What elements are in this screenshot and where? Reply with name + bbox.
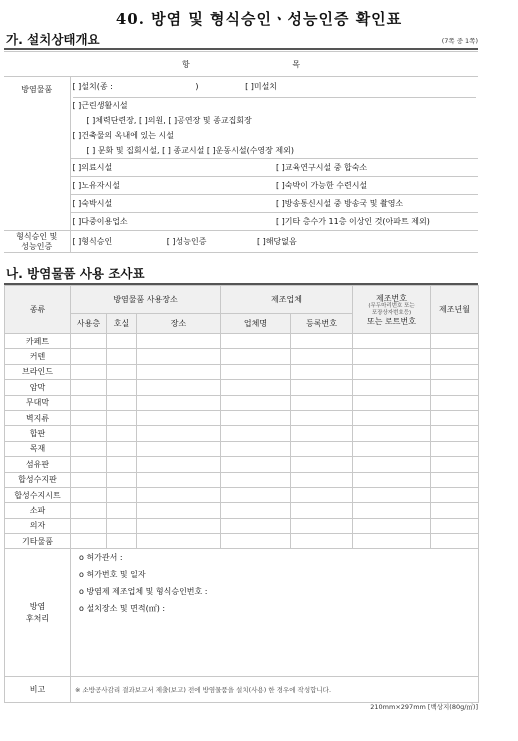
table-cell[interactable]	[291, 334, 353, 349]
table-cell[interactable]	[431, 364, 479, 379]
after-line: o 허가관서 :	[79, 553, 123, 563]
flame-line[interactable]: [ ]근린생활시설	[72, 101, 128, 110]
flame-pair-right[interactable]: [ ]교육연구시설 중 합숙소	[274, 159, 478, 177]
table-cell[interactable]	[353, 503, 431, 518]
flame-lines	[73, 98, 477, 158]
table-cell[interactable]	[107, 518, 137, 533]
table-row	[5, 349, 479, 364]
section-b-title: 나. 방염물품 사용 조사표	[6, 266, 145, 281]
table-cell[interactable]	[137, 472, 221, 487]
table-cell[interactable]	[107, 472, 137, 487]
flame-line[interactable]: [ ]건축물의 옥내에 있는 시설	[72, 131, 174, 140]
after-line: o 설치장소 및 면적(㎡) :	[79, 604, 166, 614]
table-cell[interactable]	[291, 534, 353, 549]
table-cell[interactable]	[107, 487, 137, 502]
flame-pair-right[interactable]: [ ]기타 층수가 11층 이상인 것(아파트 제외)	[274, 213, 478, 231]
after-line: o 방염제 제조업체 및 형식승인번호 :	[79, 587, 208, 597]
table-row	[5, 426, 479, 441]
table-cell[interactable]	[137, 457, 221, 472]
table-cell[interactable]	[431, 395, 479, 410]
section-a-rule	[4, 48, 478, 50]
remark-label: 비고	[5, 677, 71, 703]
flame-pair-left[interactable]: [ ]노유자시설	[70, 177, 274, 195]
paper-size-footer: 210mm×297mm [백상지(80g/㎡)]	[370, 703, 478, 711]
row-kind: 커텐	[5, 349, 71, 364]
table-cell[interactable]	[107, 349, 137, 364]
row-kind: 벽지류	[5, 410, 71, 425]
table-cell[interactable]	[107, 441, 137, 456]
table-cell[interactable]	[431, 334, 479, 349]
table-cell[interactable]	[107, 410, 137, 425]
table-row	[5, 457, 479, 472]
row-kind: 합성수지시트	[5, 487, 71, 502]
table-cell[interactable]	[431, 441, 479, 456]
table-cell[interactable]	[291, 457, 353, 472]
table-row	[5, 334, 479, 349]
table-cell[interactable]	[107, 395, 137, 410]
col-room: 호실	[107, 314, 137, 334]
after-treatment-content[interactable]	[71, 549, 479, 677]
table-cell[interactable]	[221, 472, 291, 487]
row-kind: 합판	[5, 426, 71, 441]
table-cell[interactable]	[71, 534, 107, 549]
table-cell[interactable]	[107, 503, 137, 518]
table-cell[interactable]	[221, 518, 291, 533]
table-cell[interactable]	[71, 395, 107, 410]
table-cell[interactable]	[71, 487, 107, 502]
table-cell[interactable]	[291, 426, 353, 441]
table-cell[interactable]	[353, 534, 431, 549]
table-row	[5, 503, 479, 518]
installed-checkbox[interactable]: [ ]설치(종 :	[72, 82, 113, 91]
type-approval-checkbox[interactable]: [ ]형식승인	[72, 237, 113, 246]
row-kind: 암막	[5, 380, 71, 395]
row-kind: 기타물품	[5, 534, 71, 549]
table-row	[5, 534, 479, 549]
table-cell[interactable]	[137, 426, 221, 441]
row-kind: 합성수지판	[5, 472, 71, 487]
table-cell[interactable]	[291, 518, 353, 533]
table-cell[interactable]	[221, 395, 291, 410]
flame-usage-table	[4, 285, 479, 703]
table-cell[interactable]	[291, 395, 353, 410]
table-cell[interactable]	[137, 334, 221, 349]
table-cell[interactable]	[107, 380, 137, 395]
table-cell[interactable]	[221, 534, 291, 549]
table-cell[interactable]	[137, 349, 221, 364]
table-row	[5, 472, 479, 487]
flame-line[interactable]: [ ] 문화 및 집회시설, [ ] 종교시설 [ ]운동시설(수영장 제외)	[86, 146, 294, 155]
table-row	[5, 410, 479, 425]
items-header	[4, 52, 478, 77]
table-cell[interactable]	[137, 364, 221, 379]
table-cell[interactable]	[291, 472, 353, 487]
table-cell[interactable]	[221, 349, 291, 364]
table-cell[interactable]	[221, 410, 291, 425]
table-cell[interactable]	[431, 380, 479, 395]
table-row	[5, 380, 479, 395]
table-cell[interactable]	[71, 380, 107, 395]
table-cell[interactable]	[353, 395, 431, 410]
table-cell[interactable]	[353, 364, 431, 379]
performance-cert-checkbox[interactable]: [ ]성능인증	[166, 237, 207, 246]
table-cell[interactable]	[221, 457, 291, 472]
table-cell[interactable]	[353, 457, 431, 472]
table-cell[interactable]	[431, 534, 479, 549]
flame-pair-left[interactable]: [ ]의료시설	[70, 159, 274, 177]
table-cell[interactable]	[291, 364, 353, 379]
table-cell[interactable]	[221, 334, 291, 349]
table-row	[5, 487, 479, 502]
col-kind: 종류	[5, 286, 71, 334]
table-cell[interactable]	[137, 441, 221, 456]
table-cell[interactable]	[71, 349, 107, 364]
table-cell[interactable]	[107, 457, 137, 472]
installed-close-paren: )	[195, 82, 199, 91]
row-kind: 목재	[5, 441, 71, 456]
table-cell[interactable]	[71, 472, 107, 487]
row-kind: 브라인드	[5, 364, 71, 379]
table-cell[interactable]	[353, 518, 431, 533]
table-cell[interactable]	[107, 334, 137, 349]
table-cell[interactable]	[221, 364, 291, 379]
flame-line[interactable]: [ ]체력단련장, [ ]의원, [ ]공연장 및 종교집회장	[86, 116, 252, 125]
remark-text: ※ 소방공사감리 결과보고서 제출(보고) 전에 방염물품을 설치(사용) 한 경우에 작성합니다.	[71, 677, 479, 703]
table-cell[interactable]	[137, 518, 221, 533]
table-cell[interactable]	[71, 503, 107, 518]
table-cell[interactable]	[71, 410, 107, 425]
table-cell[interactable]	[137, 380, 221, 395]
page-count-note: (7쪽 중 1쪽)	[441, 37, 478, 45]
table-cell[interactable]	[71, 364, 107, 379]
table-cell[interactable]	[221, 426, 291, 441]
table-cell[interactable]	[291, 503, 353, 518]
table-cell[interactable]	[221, 503, 291, 518]
table-cell[interactable]	[291, 410, 353, 425]
after-line: o 허가번호 및 일자	[79, 570, 146, 580]
table-cell[interactable]	[431, 410, 479, 425]
table-cell[interactable]	[353, 441, 431, 456]
table-cell[interactable]	[137, 534, 221, 549]
table-cell[interactable]	[221, 380, 291, 395]
flame-label: 방염물품	[4, 159, 70, 231]
table-cell[interactable]	[107, 534, 137, 549]
page-title: 40. 방염 및 형식승인ㆍ성능인증 확인표	[115, 10, 403, 28]
col-place-group: 방염물품 사용장소	[71, 286, 221, 314]
table-cell[interactable]	[291, 487, 353, 502]
flame-pair-left[interactable]: [ ]다중이용업소	[70, 213, 274, 231]
install-status-table	[4, 51, 478, 253]
row-kind: 무대막	[5, 395, 71, 410]
row-kind: 의자	[5, 518, 71, 533]
table-cell[interactable]	[107, 364, 137, 379]
table-cell[interactable]	[71, 426, 107, 441]
table-cell[interactable]	[353, 410, 431, 425]
after-treatment-label: 방염 후처리	[5, 549, 71, 677]
flame-pair-right[interactable]: [ ]방송통신시설 중 방송국 및 촬영소	[274, 195, 478, 213]
table-cell[interactable]	[221, 441, 291, 456]
not-applicable-checkbox[interactable]: [ ]해당없음	[257, 237, 297, 246]
table-cell[interactable]	[291, 380, 353, 395]
table-cell[interactable]	[353, 472, 431, 487]
not-installed-checkbox[interactable]: [ ]미설치	[245, 82, 278, 91]
table-cell[interactable]	[71, 457, 107, 472]
table-cell[interactable]	[353, 334, 431, 349]
col-year: 제조년월	[431, 286, 479, 334]
flame-pair-left[interactable]: [ ]숙박시설	[70, 195, 274, 213]
table-cell[interactable]	[431, 472, 479, 487]
table-row	[5, 518, 479, 533]
col-company: 업체명	[221, 314, 291, 334]
table-cell[interactable]	[137, 487, 221, 502]
table-cell[interactable]	[71, 334, 107, 349]
table-cell[interactable]	[431, 426, 479, 441]
table-row	[5, 395, 479, 410]
items-header-left: 항	[182, 59, 190, 69]
table-cell[interactable]	[107, 426, 137, 441]
table-cell[interactable]	[71, 518, 107, 533]
table-cell[interactable]	[353, 349, 431, 364]
col-floor: 사용층	[71, 314, 107, 334]
table-cell[interactable]	[291, 349, 353, 364]
flame-pair-right[interactable]: [ ]숙박이 가능한 수련시설	[274, 177, 478, 195]
col-serial: 제조번호 (무두마리번호 또는 포장상자번호등) 또는 로트번호	[353, 286, 431, 334]
approval-label: 형식승인 및 성능인증	[4, 231, 70, 253]
table-cell[interactable]	[431, 503, 479, 518]
table-row	[5, 441, 479, 456]
row-kind: 카페트	[5, 334, 71, 349]
table-cell[interactable]	[353, 380, 431, 395]
col-place: 장소	[137, 314, 221, 334]
table-cell[interactable]	[353, 487, 431, 502]
row-kind: 소파	[5, 503, 71, 518]
table-cell[interactable]	[431, 518, 479, 533]
table-row	[5, 364, 479, 379]
items-header-right: 목	[292, 59, 301, 69]
table-cell[interactable]	[431, 487, 479, 502]
table-cell[interactable]	[221, 487, 291, 502]
section-a-title: 가. 설치상태개요	[6, 32, 100, 47]
row-kind: 섬유판	[5, 457, 71, 472]
table-cell[interactable]	[137, 395, 221, 410]
table-cell[interactable]	[431, 349, 479, 364]
table-cell[interactable]	[291, 441, 353, 456]
table-cell[interactable]	[71, 441, 107, 456]
table-cell[interactable]	[353, 426, 431, 441]
table-cell[interactable]	[431, 457, 479, 472]
col-regno: 등록번호	[291, 314, 353, 334]
table-cell[interactable]	[137, 503, 221, 518]
table-cell[interactable]	[137, 410, 221, 425]
col-maker-group: 제조업체	[221, 286, 353, 314]
